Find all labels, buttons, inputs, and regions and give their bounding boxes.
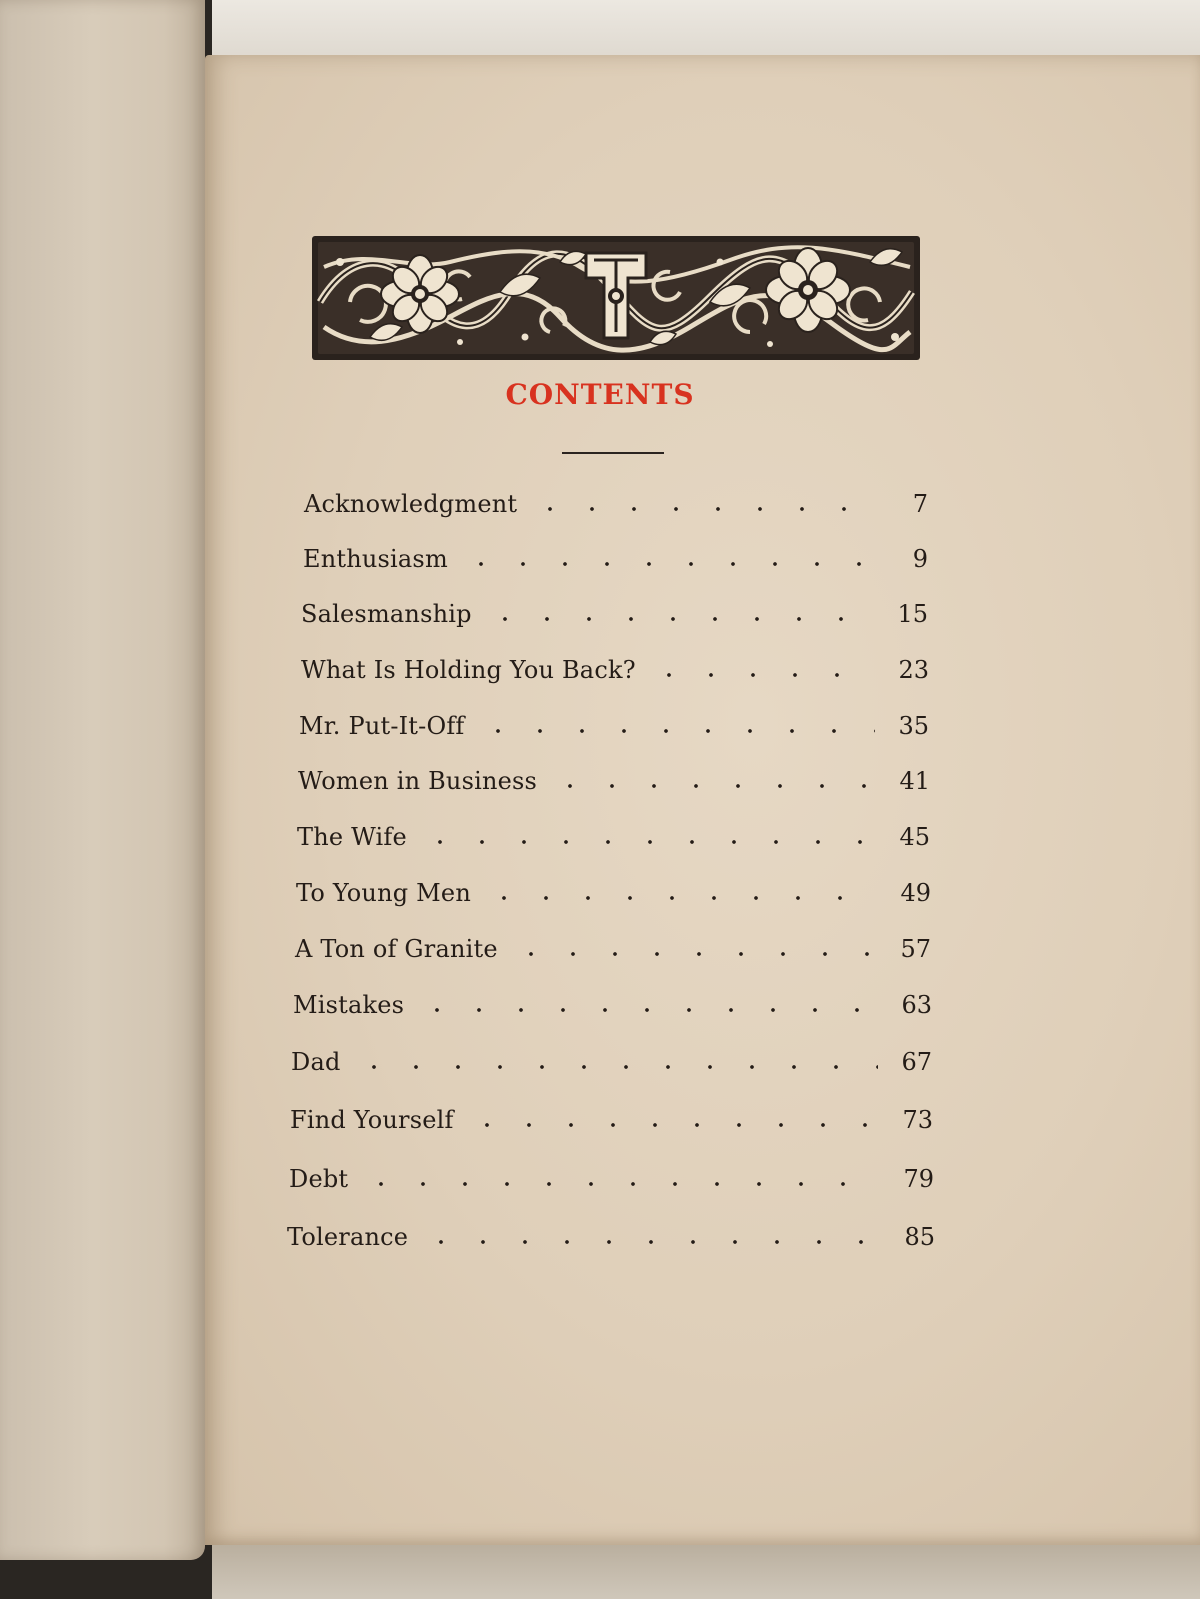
toc-entry[interactable] <box>297 811 930 851</box>
toc-entry[interactable] <box>290 1094 933 1134</box>
toc-entry-title: Salesmanship <box>301 600 472 628</box>
toc-entry[interactable] <box>293 979 932 1019</box>
dot-leader <box>420 1239 881 1245</box>
toc-entry-page: 35 <box>898 712 929 740</box>
toc-entry-title: Women in Business <box>298 767 538 795</box>
dot-leader <box>648 672 875 678</box>
toc-entry-page: 63 <box>901 991 932 1019</box>
toc-entry-title: Acknowledgment <box>304 490 518 518</box>
dot-leader <box>466 1122 879 1128</box>
toc-entry-title: Mistakes <box>293 991 405 1019</box>
dot-leader <box>484 616 874 622</box>
toc-entry-page: 49 <box>900 879 931 907</box>
toc-entry-title: To Young Men <box>296 879 471 907</box>
toc-entry[interactable] <box>296 867 931 907</box>
toc-entry-page: 57 <box>900 935 931 963</box>
toc-entry[interactable] <box>301 644 929 684</box>
toc-entry-title: The Wife <box>297 823 407 851</box>
toc-entry-title: Mr. Put-It-Off <box>299 712 465 740</box>
dot-leader <box>483 895 877 901</box>
dot-leader <box>460 561 874 567</box>
toc-entry[interactable] <box>295 923 931 963</box>
toc-entry-page: 79 <box>903 1165 934 1193</box>
toc-entry-title: Enthusiasm <box>303 545 448 573</box>
toc-entry-page: 85 <box>904 1223 935 1251</box>
toc-entry[interactable] <box>301 588 928 628</box>
toc-entry-title: What Is Holding You Back? <box>301 656 636 684</box>
toc-entry-page: 45 <box>899 823 930 851</box>
dot-leader <box>353 1064 878 1070</box>
dot-leader <box>510 951 877 957</box>
toc-entry-title: Debt <box>289 1165 349 1193</box>
dot-leader <box>360 1181 880 1187</box>
toc-entry[interactable] <box>304 478 928 518</box>
toc-entry[interactable] <box>289 1153 934 1193</box>
toc-entry[interactable] <box>299 700 929 740</box>
toc-entry-title: Tolerance <box>287 1223 409 1251</box>
toc-entry-page: 67 <box>901 1048 932 1076</box>
toc-entry-page: 7 <box>912 490 928 518</box>
dot-leader <box>549 783 876 789</box>
toc-entry-page: 23 <box>898 656 929 684</box>
toc-entry[interactable] <box>303 533 928 573</box>
dot-leader <box>529 506 874 512</box>
dot-leader <box>416 1007 878 1013</box>
toc-entry[interactable] <box>287 1211 935 1251</box>
contents-heading: CONTENTS <box>505 378 695 411</box>
toc-entry-page: 73 <box>902 1106 933 1134</box>
toc-entry-title: A Ton of Granite <box>295 935 498 963</box>
dot-leader <box>419 839 876 845</box>
toc-entry-page: 41 <box>899 767 930 795</box>
toc-entry[interactable] <box>291 1036 932 1076</box>
toc-entry[interactable] <box>298 755 930 795</box>
toc-entry-title: Dad <box>291 1048 341 1076</box>
toc-entry-page: 9 <box>912 545 928 573</box>
dot-leader <box>477 728 875 734</box>
toc-entry-title: Find Yourself <box>290 1106 454 1134</box>
toc-entry-page: 15 <box>897 600 928 628</box>
